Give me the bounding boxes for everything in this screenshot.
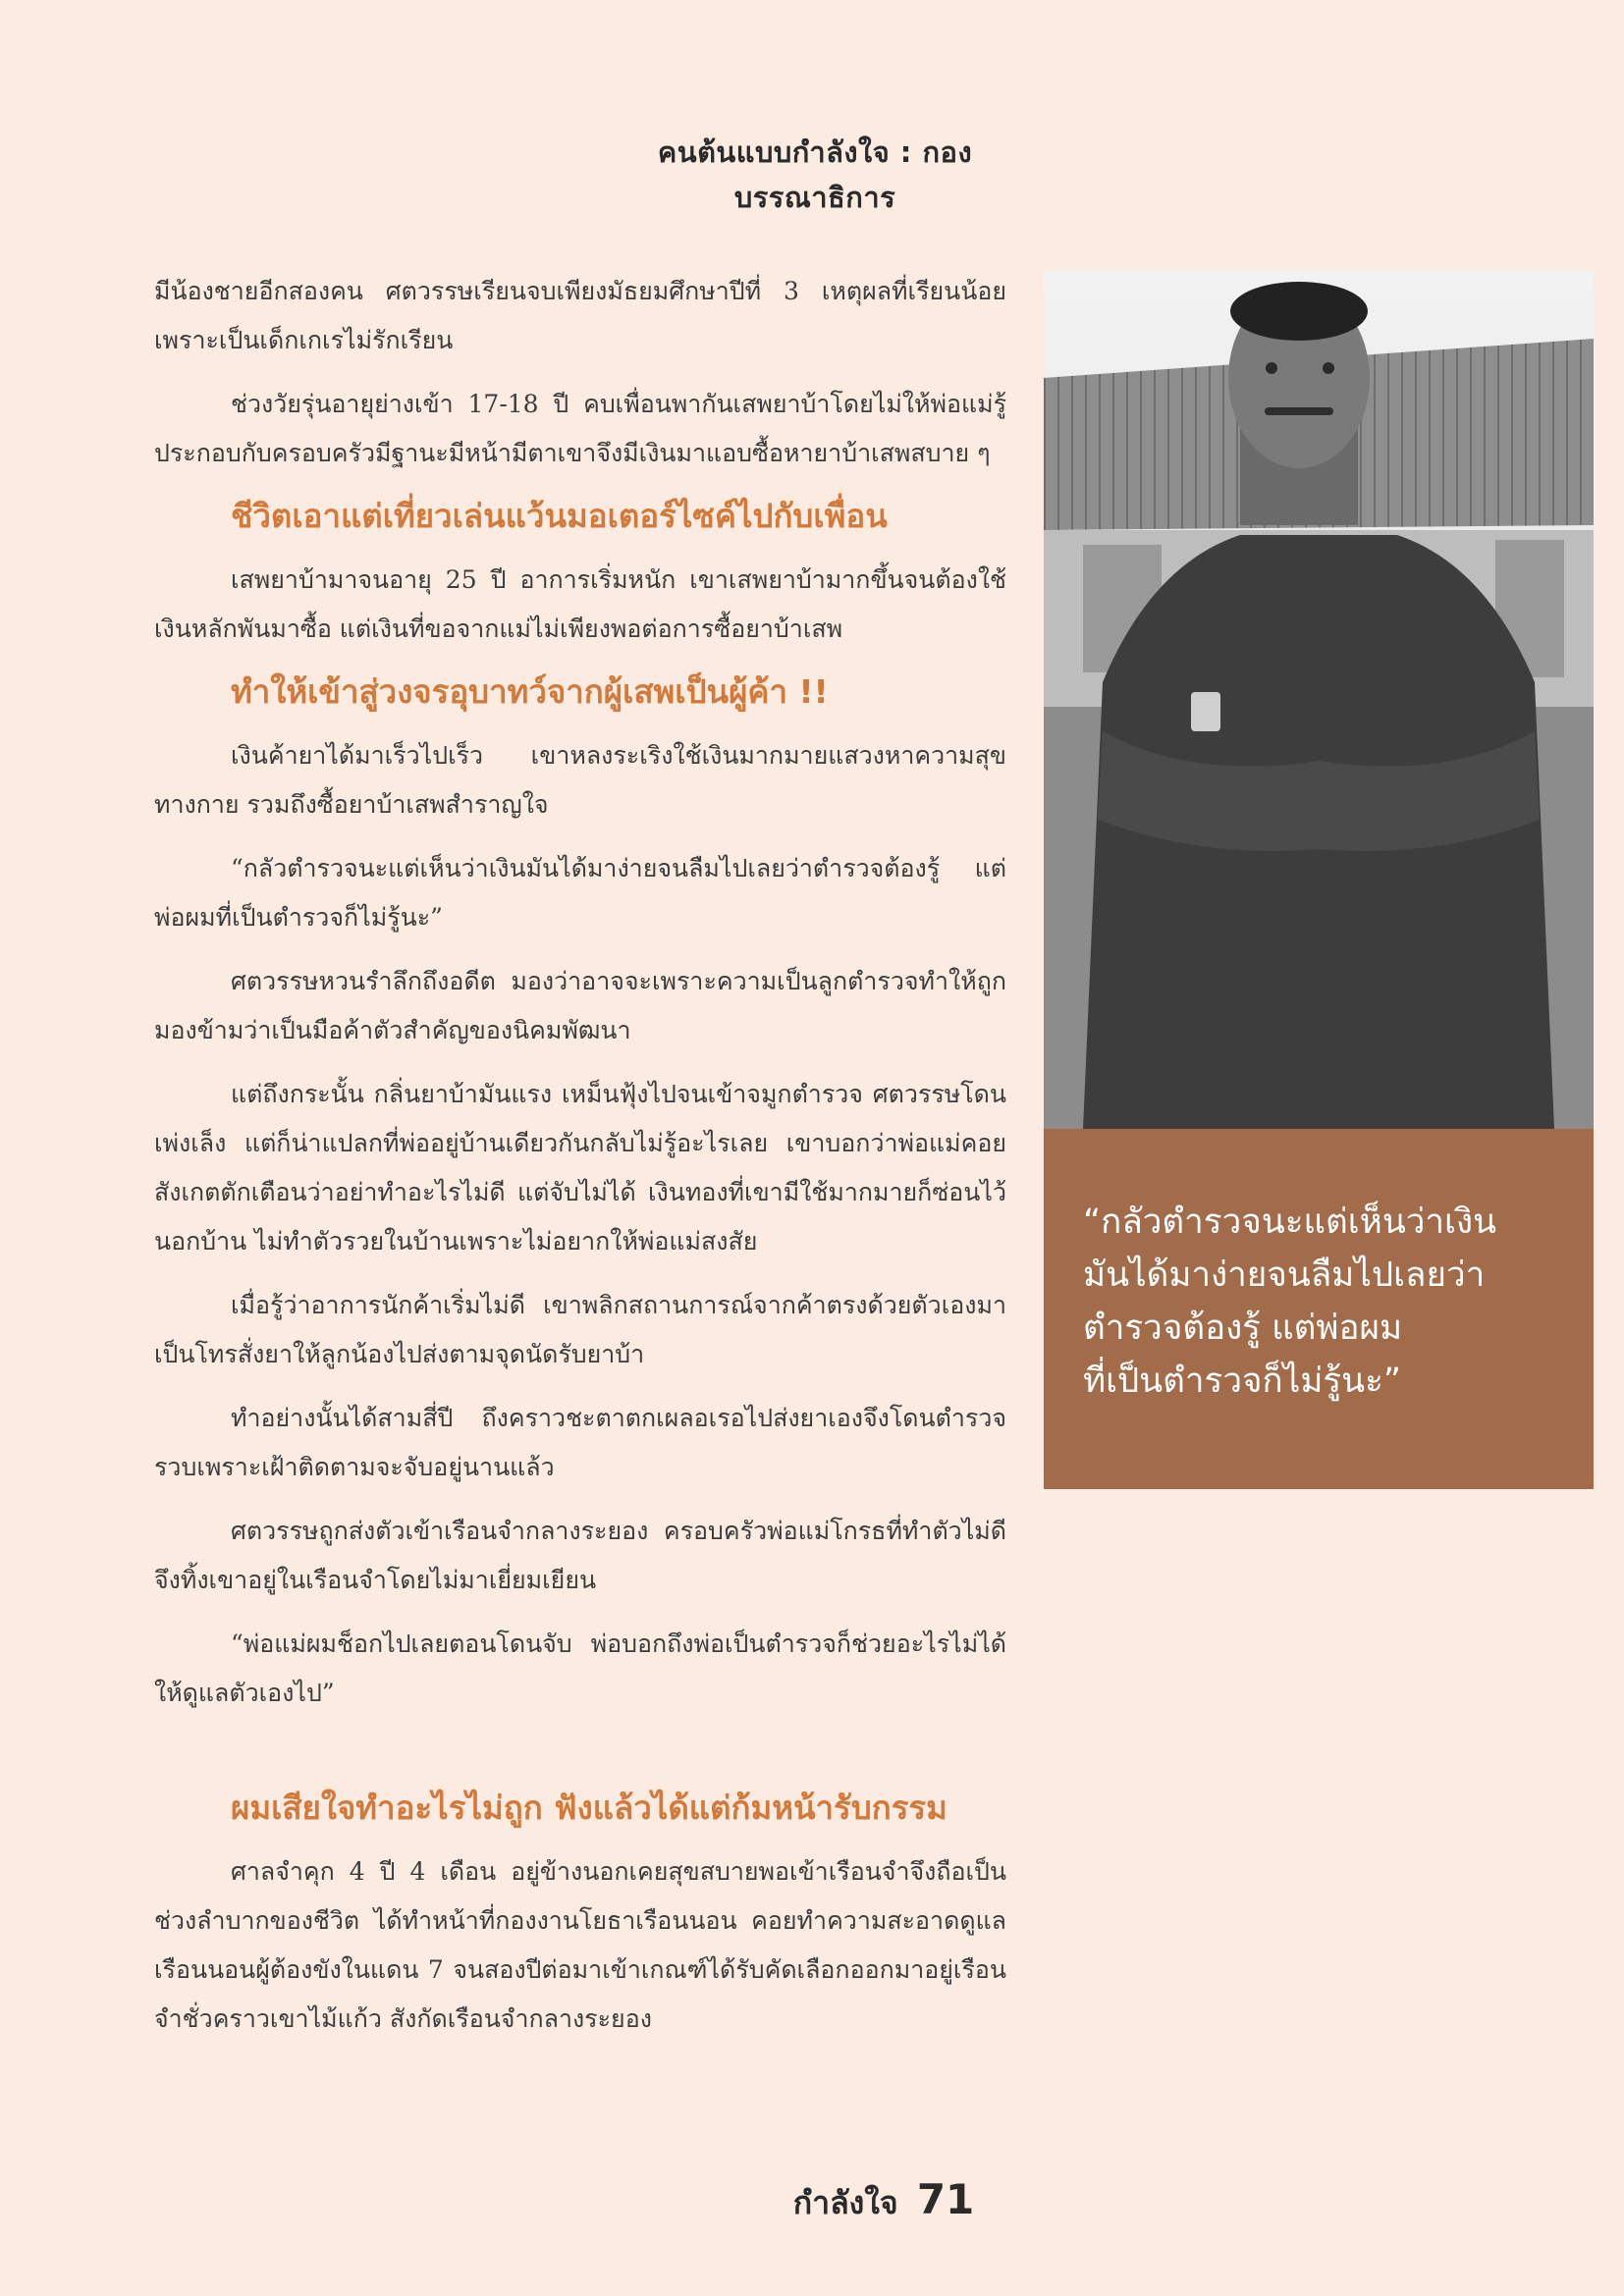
article-column xyxy=(154,267,1006,2058)
portrait-photo xyxy=(1044,270,1594,1129)
paragraph-1: มีน้องชายอีกสองคน ศตวรรษเรียนจบเพียงมัธยมศึกษาปีที่ 3 เหตุผลที่เรียนน้อยเพราะเป็นเด็กเกเรไม่รักเรียน xyxy=(154,277,1006,354)
paragraph-8: เมื่อรู้ว่าอาการนักค้าเริ่มไม่ดี เขาพลิกสถานการณ์จากค้าตรงด้วยตัวเองมาเป็นโทรสั่งยาให้ลูกน้องไปส่งตามจุดนัดรับยาบ้า xyxy=(154,1291,1006,1368)
subheading-1: ชีวิตเอาแต่เที่ยวเล่นแว้นมอเตอร์ไซค์ไปกับเพื่อน xyxy=(231,497,888,535)
paragraph-6: ศตวรรษหวนรำลึกถึงอดีต มองว่าอาจจะเพราะความเป็นลูกตำรวจทำให้ถูกมองข้ามว่าเป็นมือค้าตัวสำคัญของนิคมพัฒนา xyxy=(154,967,1006,1044)
page-footer xyxy=(687,2175,1080,2228)
subheading-2: ทำให้เข้าสู่วงจรอุบาทว์จากผู้เสพเป็นผู้ค้า !! xyxy=(231,672,829,711)
subheading-3: ผมเสียใจทำอะไรไม่ถูก ฟังแล้วได้แต่ก้มหน้ารับกรรม xyxy=(231,1789,947,1827)
paragraph-7: แต่ถึงกระนั้น กลิ่นยาบ้ามันแรง เหม็นฟุ้งไปจนเข้าจมูกตำรวจ ศตวรรษโดนเพ่งเล็ง แต่ก็น่าแปลกที่พ่ออยู่บ้านเดียวกันกลับไม่รู้อะไรเลย เขาบอกว่าพ่อแม่คอยสังเกตตักเตือนว่าอย่าทำอะไรไม่ดี แต่จับไม่ได้ เงินทองที่เขามีใช้มากมายก็ซ่อนไว้นอกบ้าน ไม่ทำตัวรวยในบ้านเพราะไม่อยากให้พ่อแม่สงสัย xyxy=(154,1080,1006,1255)
paragraph-2: ช่วงวัยรุ่นอายุย่างเข้า 17-18 ปี คบเพื่อนพากันเสพยาบ้าโดยไม่ให้พ่อแม่รู้ ประกอบกับครอบครัวมีฐานะมีหน้ามีตาเขาจึงมีเงินมาแอบซื้อหายาบ้าเสพสบาย ๆ xyxy=(154,390,1006,467)
paragraph-11-quote: “พ่อแม่ผมช็อกไปเลยตอนโดนจับ พ่อบอกถึงพ่อเป็นตำรวจก็ช่วยอะไรไม่ได้ให้ดูแลตัวเองไป” xyxy=(154,1629,1006,1707)
pull-quote-box xyxy=(1044,1129,1594,1489)
portrait-illustration xyxy=(1044,270,1594,1129)
magazine-name: กำลังใจ xyxy=(792,2184,898,2221)
paragraph-3: เสพยาบ้ามาจนอายุ 25 ปี อาการเริ่มหนัก เขาเสพยาบ้ามากขึ้นจนต้องใช้เงินหลักพันมาซื้อ แต่เงินที่ขอจากแม่ไม่เพียงพอต่อการซื้อยาบ้าเสพ xyxy=(154,565,1006,643)
running-header: คนต้นแบบกำลังใจ : กองบรรณาธิการ xyxy=(657,135,973,214)
paragraph-9: ทำอย่างนั้นได้สามสี่ปี ถึงคราวชะตาตกเผลอเรอไปส่งยาเองจึงโดนตำรวจรวบเพราะเฝ้าติดตามจะจับอยู่นานแล้ว xyxy=(154,1404,1006,1481)
pull-quote-text: “กลัวตำรวจนะแต่เห็นว่าเงิน มันได้มาง่ายจนลืมไปเลยว่า ตำรวจต้องรู้ แต่พ่อผม ที่เป็นตำรวจก็ไม่รู้นะ” xyxy=(1083,1202,1497,1401)
paragraph-5-quote: “กลัวตำรวจนะแต่เห็นว่าเงินมันได้มาง่ายจนลืมไปเลยว่าตำรวจต้องรู้ แต่พ่อผมที่เป็นตำรวจก็ไม่รู้นะ” xyxy=(154,854,1006,932)
paragraph-10: ศตวรรษถูกส่งตัวเข้าเรือนจำกลางระยอง ครอบครัวพ่อแม่โกรธที่ทำตัวไม่ดีจึงทิ้งเขาอยู่ในเรือนจำโดยไม่มาเยี่ยมเยียน xyxy=(154,1517,1006,1594)
paragraph-12: ศาลจำคุก 4 ปี 4 เดือน อยู่ข้างนอกเคยสุขสบายพอเข้าเรือนจำจึงถือเป็นช่วงลำบากของชีวิต ได้ทำหน้าที่กองงานโยธาเรือนนอน คอยทำความสะอาดดูแลเรือนนอนผู้ต้องขังในแดน 7 จนสองปีต่อมาเข้าเกณฑ์ได้รับคัดเลือกออกมาอยู่เรือนจำชั่วคราวเขาไม้แก้ว สังกัดเรือนจำกลางระยอง xyxy=(154,1857,1006,2033)
paragraph-4: เงินค้ายาได้มาเร็วไปเร็ว เขาหลงระเริงใช้เงินมากมายแสวงหาความสุขทางกาย รวมถึงซื้อยาบ้าเสพสำราญใจ xyxy=(154,741,1006,819)
page-number: 71 xyxy=(916,2175,975,2223)
